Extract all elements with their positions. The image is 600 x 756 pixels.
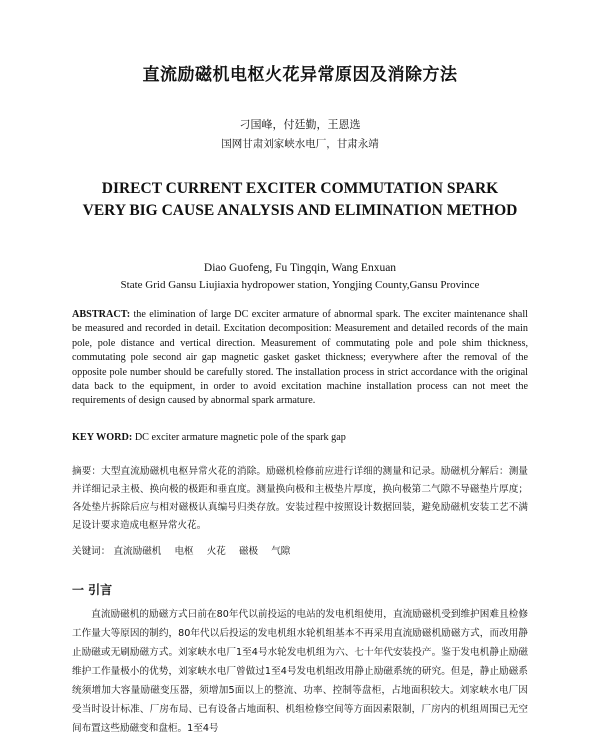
keyword-item: 火花 <box>206 546 226 557</box>
english-keywords <box>72 432 528 443</box>
english-affiliation: State Grid Gansu Liujiaxia hydropower station, Yongjing County,Gansu Province <box>120 279 480 291</box>
chinese-keywords-label: 关键词： <box>72 546 111 557</box>
chinese-abstract-label: 摘要： <box>72 466 102 477</box>
keyword-item: 磁极 <box>238 546 259 557</box>
abstract-text: the elimination of large DC exciter armature of abnormal spark. The exciter maintenance shall be measured and recorded in detail. Excitation decomposition: Measurement and detailed records of the main pole, pole distance and vertical direction. Measurement of commutating pole and pole shim thickness, commutating pole second air gap magnetic gasket gasket thickness; everywhere after the removal of the opposite pole number should be carefully stored. The installation process in strict accordance with the original data back to the equipment, in order to avoid excitation machine installation process can not meet the requirements of design caused by abnormal spark armature. <box>72 309 528 407</box>
chinese-abstract <box>72 463 528 535</box>
section-heading-introduction: 一 引言 <box>72 583 113 597</box>
keyword-item: 直流励磁机 <box>113 546 162 557</box>
keyword-item: 电枢 <box>174 546 194 557</box>
keyword-item: 气隙 <box>271 546 291 557</box>
keywords-text: DC exciter armature magnetic pole of the spark gap <box>132 432 346 443</box>
chinese-keywords <box>72 543 528 557</box>
chinese-abstract-text: 大型直流励磁机电枢异常火花的消除。励磁机检修前应进行详细的测量和记录。励磁机分解后：测量并详细记录主极、换向极的极距和垂直度。测量换向极和主极垫片厚度，换向极第二气隙不导磁垫片厚度；各处垫片拆除后应与相对磁极认真编号归类存放。安装过程中按照设计数据回装，避免励磁机安装工艺不满足设计要求造成电枢异常火花。 <box>72 466 529 531</box>
english-abstract <box>72 308 528 409</box>
chinese-affiliation: 国网甘肃刘家峡水电厂，甘肃永靖 <box>221 139 379 150</box>
english-authors: Diao Guofeng, Fu Tingqin, Wang Enxuan <box>203 262 397 274</box>
chinese-authors: 刁国峰，付廷勤，王恩选 <box>239 119 361 131</box>
english-title: DIRECT CURRENT EXCITER COMMUTATION SPARK VERY BIG CAUSE ANALYSIS AND ELIMINATION METHOD <box>82 180 518 219</box>
chinese-title: 直流励磁机电枢火花异常原因及消除方法 <box>142 65 458 85</box>
keywords-label: KEY WORD: <box>72 432 133 443</box>
introduction-paragraph: 直流励磁机的励磁方式曰前在80年代以前投运的电站的发电机组使用，直流励磁机受到维护困难且检修工作量大等原因的制约，80年代以后投运的发电机组水轮机组基本不再采用直流励磁机励磁方式，而改用静止励磁或无刷励磁方式。刘家峡水电厂1至4号水轮发电机组为六、七十年代安装投产。鉴于发电机静止励磁维护工作量极小的优势，刘家峡水电厂曾做过1至4号发电机组改用静止励磁系统的研究。但是，静止励磁系统须增加大容量励磁变压器，须增加5面以上的整流、功率、控制等盘柜，占地面积较大。刘家峡水电厂因受当时设计标准、厂房布局、已有设备占地面积、机组检修空间等方面因素限制，厂房内的机组周围已无空间布置这些励磁变和盘柜。1至4号 <box>72 609 528 734</box>
abstract-label: ABSTRACT: <box>72 309 131 320</box>
